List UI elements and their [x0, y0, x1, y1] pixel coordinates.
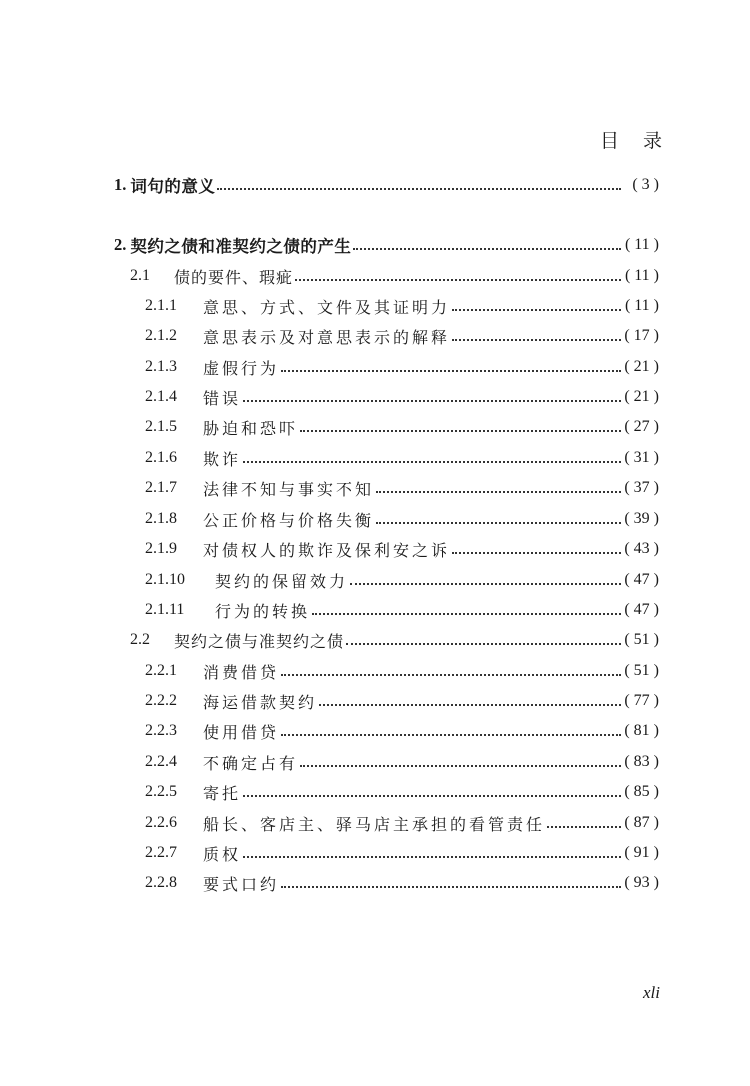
toc-entry-2-2-1[interactable]: [145, 656, 659, 686]
toc-entry-2-1[interactable]: [130, 261, 659, 291]
toc-entry-2[interactable]: [114, 230, 659, 260]
dot-leader: [281, 369, 621, 372]
entry-page: ( 81 ): [624, 722, 659, 739]
toc-entry-2-2-3[interactable]: [145, 716, 659, 746]
dot-leader: [452, 551, 621, 554]
entry-page: ( 47 ): [624, 571, 659, 588]
entry-number: 2.1.7: [145, 479, 177, 496]
entry-title: 不确定占有: [203, 753, 299, 773]
entry-title: 行为的转换: [215, 601, 311, 621]
dot-leader: [547, 825, 621, 828]
entry-page: ( 83 ): [624, 753, 659, 770]
entry-number: 2.2.4: [145, 753, 177, 770]
dot-leader: [300, 764, 621, 767]
entry-title: 欺诈: [203, 449, 242, 469]
dot-leader: [281, 673, 621, 676]
entry-page: ( 11 ): [624, 236, 659, 253]
entry-number: 2.: [114, 235, 127, 254]
entry-number: 2.1: [130, 267, 150, 284]
dot-leader: [300, 429, 621, 432]
entry-title: 债的要件、瑕疵: [174, 267, 294, 287]
entry-page: ( 21 ): [624, 388, 659, 405]
entry-page: ( 27 ): [624, 418, 659, 435]
entry-page: ( 11 ): [624, 267, 659, 284]
entry-title: 词句的意义: [130, 177, 216, 196]
entry-page: ( 51 ): [624, 631, 659, 648]
entry-title: 虚假行为: [203, 358, 280, 378]
toc-entry-2-1-7[interactable]: [145, 473, 659, 503]
toc-entry-2-2-4[interactable]: [145, 747, 659, 777]
toc-entry-2-1-9[interactable]: [145, 534, 659, 564]
entry-page: ( 93 ): [624, 874, 659, 891]
entry-title: 公正价格与价格失衡: [203, 510, 375, 530]
entry-title: 意思表示及对意思表示的解释: [203, 327, 451, 347]
entry-title: 要式口约: [203, 874, 280, 894]
entry-page: ( 21 ): [624, 358, 659, 375]
entry-title: 契约之债与准契约之债: [174, 631, 345, 651]
entry-title: 意思、方式、文件及其证明力: [203, 297, 451, 317]
dot-leader: [295, 278, 621, 281]
entry-page: ( 17 ): [624, 327, 659, 344]
dot-leader: [376, 521, 621, 524]
dot-leader: [243, 399, 621, 402]
entry-page: ( 87 ): [624, 814, 659, 831]
entry-title: 错误: [203, 388, 242, 408]
entry-title: 胁迫和恐吓: [203, 418, 299, 438]
entry-number: 2.2.2: [145, 692, 177, 709]
dot-leader: [376, 490, 621, 493]
toc-entry-2-1-3[interactable]: [145, 352, 659, 382]
entry-title: 海运借款契约: [203, 692, 318, 712]
dot-leader: [350, 582, 621, 585]
toc-entry-2-1-10[interactable]: [145, 565, 659, 595]
entry-title: 契约的保留效力: [215, 571, 349, 591]
toc-entry-2-2-8[interactable]: [145, 868, 659, 898]
entry-number: 2.1.9: [145, 540, 177, 557]
entry-title: 船长、客店主、驿马店主承担的看管责任: [203, 814, 546, 834]
entry-page: ( 91 ): [624, 844, 659, 861]
entry-number: 2.1.11: [145, 601, 185, 618]
entry-number: 2.1.6: [145, 449, 177, 466]
toc-entry-2-1-4[interactable]: [145, 382, 659, 412]
toc-entry-1[interactable]: [114, 170, 659, 200]
entry-number: 2.1.3: [145, 358, 177, 375]
page-title: 目录: [599, 130, 686, 152]
toc-entry-2-2-2[interactable]: [145, 686, 659, 716]
toc-entry-2-1-2[interactable]: [145, 321, 659, 351]
entry-title: 对债权人的欺诈及保利安之诉: [203, 540, 451, 560]
toc-entry-2-2-5[interactable]: [145, 777, 659, 807]
entry-page: ( 85 ): [624, 783, 659, 800]
dot-leader: [312, 612, 621, 615]
toc-entry-2-1-11[interactable]: [145, 595, 659, 625]
entry-number: 2.2.1: [145, 662, 177, 679]
entry-title: 法律不知与事实不知: [203, 479, 375, 499]
entry-page: ( 77 ): [624, 692, 659, 709]
entry-page: ( 43 ): [624, 540, 659, 557]
entry-number: 2.1.10: [145, 571, 185, 588]
entry-page: ( 51 ): [624, 662, 659, 679]
toc-entry-2-2-6[interactable]: [145, 808, 659, 838]
entry-number: 2.2.6: [145, 814, 177, 831]
entry-title: 寄托: [203, 783, 242, 803]
entry-number: 2.2.7: [145, 844, 177, 861]
toc-entry-2-1-6[interactable]: [145, 443, 659, 473]
dot-leader: [243, 794, 621, 797]
dot-leader: [281, 733, 621, 736]
entry-page: ( 47 ): [624, 601, 659, 618]
entry-title: 质权: [203, 844, 242, 864]
toc-entry-2-2-7[interactable]: [145, 838, 659, 868]
entry-title: 契约之债和准契约之债的产生: [130, 237, 352, 256]
entry-number: 2.1.1: [145, 297, 177, 314]
dot-leader: [243, 460, 621, 463]
dot-leader: [452, 338, 621, 341]
dot-leader: [452, 308, 621, 311]
toc-entry-2-1-5[interactable]: [145, 412, 659, 442]
entry-number: 2.2: [130, 631, 150, 648]
dot-leader: [281, 885, 621, 888]
entry-page: ( 37 ): [624, 479, 659, 496]
toc-entry-2-2[interactable]: [130, 625, 659, 655]
entry-number: 2.1.4: [145, 388, 177, 405]
entry-number: 2.2.8: [145, 874, 177, 891]
page-folio: xli: [643, 983, 660, 1002]
entry-title: 使用借贷: [203, 722, 280, 742]
entry-number: 2.2.5: [145, 783, 177, 800]
dot-leader: [243, 855, 621, 858]
entry-number: 1.: [114, 175, 127, 194]
dot-leader: [217, 187, 621, 190]
dot-leader: [353, 247, 621, 250]
entry-page: ( 31 ): [624, 449, 659, 466]
entry-number: 2.1.2: [145, 327, 177, 344]
entry-number: 2.1.8: [145, 510, 177, 527]
dot-leader: [346, 642, 621, 645]
toc-entry-2-1-1[interactable]: [145, 291, 659, 321]
toc-entry-2-1-8[interactable]: [145, 504, 659, 534]
entry-number: 2.1.5: [145, 418, 177, 435]
dot-leader: [319, 703, 621, 706]
entry-page: ( 11 ): [624, 297, 659, 314]
entry-page: ( 39 ): [624, 510, 659, 527]
entry-number: 2.2.3: [145, 722, 177, 739]
entry-title: 消费借贷: [203, 662, 280, 682]
entry-page: ( 3 ): [632, 176, 659, 193]
